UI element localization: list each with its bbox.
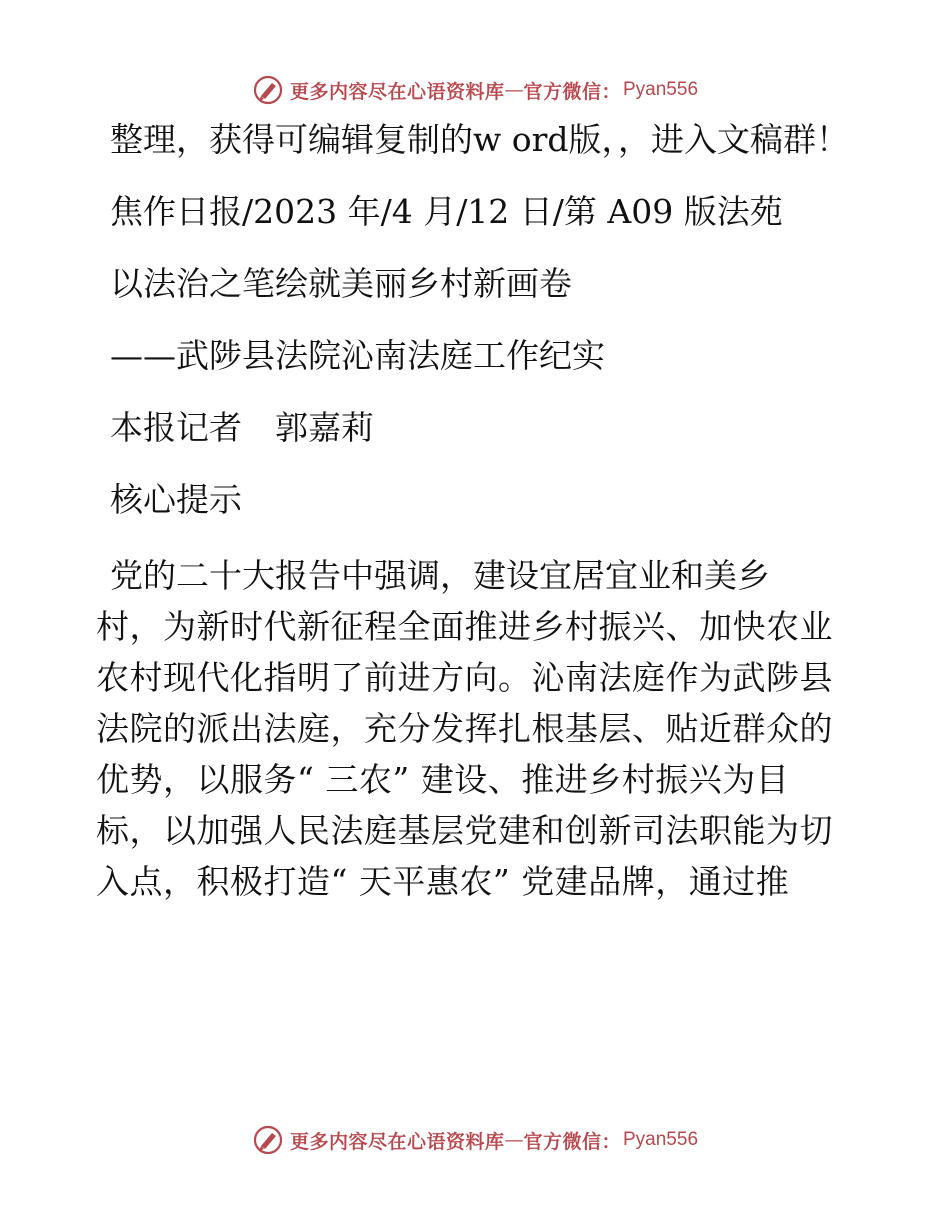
watermark-id: Pyan556 bbox=[623, 1129, 699, 1150]
body-paragraph bbox=[96, 550, 856, 907]
paragraph-line: 农村现代化指明了前进方向。沁南法庭作为武陟县 bbox=[96, 658, 833, 697]
watermark-text: 更多内容尽在心语资料库 bbox=[289, 80, 505, 103]
paragraph-line: 村，为新时代新征程全面推进乡村振兴、加快农业 bbox=[96, 607, 833, 646]
source-line: 焦作日报/2023 年/4 月/12 日/第 A09 版法苑 bbox=[110, 192, 783, 231]
watermark-dash: — bbox=[504, 1129, 524, 1151]
paragraph-line: 标，以加强人民法庭基层党建和创新司法职能为切 bbox=[96, 811, 833, 850]
byline: 本报记者 郭嘉莉 bbox=[110, 408, 374, 447]
intro-text: 整理，获得可编辑复制的w ord版，，进入文稿群！ bbox=[110, 120, 850, 159]
paragraph-line: 优势，以服务“ 三农” 建设、推进乡村振兴为目 bbox=[96, 760, 790, 799]
paragraph-line: 党的二十大报告中强调，建设宜居宜业和美乡 bbox=[110, 556, 770, 595]
pen-nib-logo-icon bbox=[252, 1124, 284, 1156]
watermark-suffix: 官方微信： bbox=[523, 80, 621, 103]
watermark-text: 更多内容尽在心语资料库 bbox=[289, 1130, 505, 1153]
pen-nib-logo-icon bbox=[252, 74, 284, 106]
watermark-dash: — bbox=[504, 79, 524, 101]
subheadline: ——武陟县法院沁南法庭工作纪实 bbox=[110, 336, 605, 375]
watermark-suffix: 官方微信： bbox=[523, 1130, 621, 1153]
section-title: 核心提示 bbox=[110, 480, 242, 519]
document-body bbox=[96, 118, 856, 907]
paragraph-line: 法院的派出法庭，充分发挥扎根基层、贴近群众的 bbox=[96, 709, 833, 748]
watermark-header bbox=[0, 70, 950, 110]
headline: 以法治之笔绘就美丽乡村新画卷 bbox=[110, 264, 572, 303]
watermark-footer bbox=[0, 1120, 950, 1160]
watermark-id: Pyan556 bbox=[623, 79, 699, 100]
paragraph-line: 入点，积极打造“ 天平惠农” 党建品牌，通过推 bbox=[96, 862, 790, 901]
